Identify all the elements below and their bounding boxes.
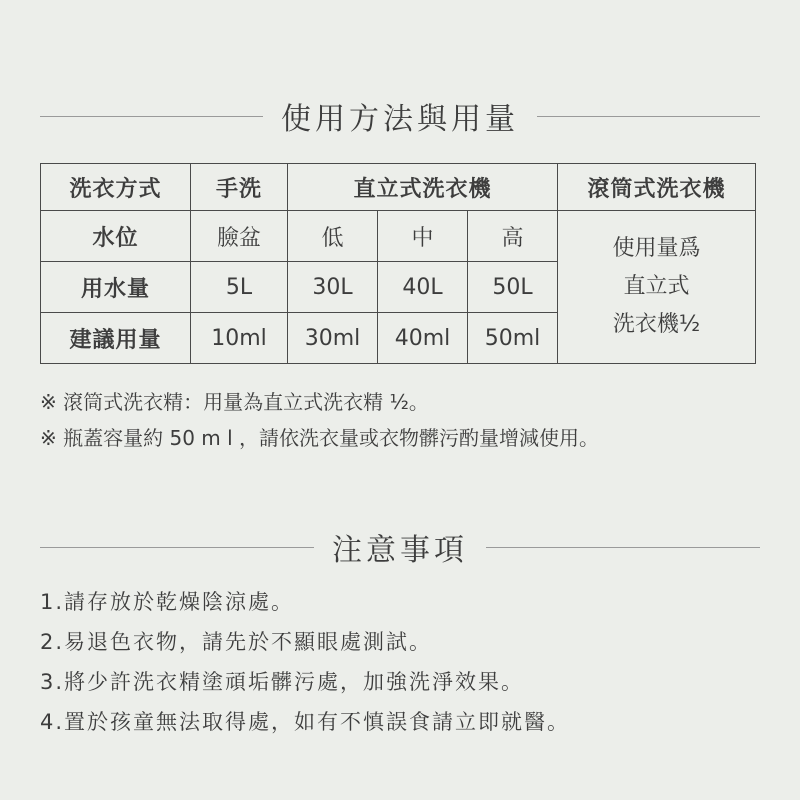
row-label-water-amount: 用水量 <box>41 262 191 313</box>
list-item: 4.置於孩童無法取得處，如有不慎誤食請立即就醫。 <box>40 710 571 734</box>
cell-high-water-level: 高 <box>468 211 558 262</box>
drum-note-line: 直立式 <box>623 274 690 299</box>
cell-high-dosage: 50ml <box>468 313 558 364</box>
footnote-drum-dosage: ※ 滾筒式洗衣精：用量為直立式洗衣精 ½。 <box>40 390 429 414</box>
drum-note-cell <box>558 211 756 364</box>
drum-note-line: 洗衣機½ <box>612 312 701 337</box>
notes-section-header <box>40 527 760 567</box>
footnote-cap-volume: ※ 瓶蓋容量約 50 m l ，請依洗衣量或衣物髒污酌量增減使用。 <box>40 426 600 450</box>
divider-right <box>486 547 760 548</box>
cell-hand-water-level: 臉盆 <box>191 211 288 262</box>
table-row <box>41 211 756 262</box>
table-header-row <box>41 164 756 211</box>
header-top-load: 直立式洗衣機 <box>288 164 558 211</box>
cell-mid-water-level: 中 <box>378 211 468 262</box>
row-label-water-level: 水位 <box>41 211 191 262</box>
header-method: 洗衣方式 <box>41 164 191 211</box>
footnotes <box>40 384 760 456</box>
drum-note-line: 使用量爲 <box>612 236 701 261</box>
usage-section-title: 使用方法與用量 <box>281 102 519 137</box>
cell-hand-dosage: 10ml <box>191 313 288 364</box>
divider-right <box>537 116 760 117</box>
divider-left <box>40 547 314 548</box>
list-item: 3.將少許洗衣精塗頑垢髒污處，加強洗淨效果。 <box>40 670 525 694</box>
divider-left <box>40 116 263 117</box>
cell-low-water-amount: 30L <box>288 262 378 313</box>
usage-section-header <box>40 96 760 136</box>
row-label-dosage: 建議用量 <box>41 313 191 364</box>
notes-section-title: 注意事項 <box>332 533 468 568</box>
cell-high-water-amount: 50L <box>468 262 558 313</box>
notes-list <box>40 582 760 742</box>
header-hand-wash: 手洗 <box>191 164 288 211</box>
cell-mid-dosage: 40ml <box>378 313 468 364</box>
list-item: 1.請存放於乾燥陰涼處。 <box>40 590 295 614</box>
usage-table <box>40 163 756 364</box>
cell-hand-water-amount: 5L <box>191 262 288 313</box>
header-drum: 滾筒式洗衣機 <box>558 164 756 211</box>
cell-mid-water-amount: 40L <box>378 262 468 313</box>
cell-low-water-level: 低 <box>288 211 378 262</box>
list-item: 2.易退色衣物，請先於不顯眼處測試。 <box>40 630 433 654</box>
cell-low-dosage: 30ml <box>288 313 378 364</box>
